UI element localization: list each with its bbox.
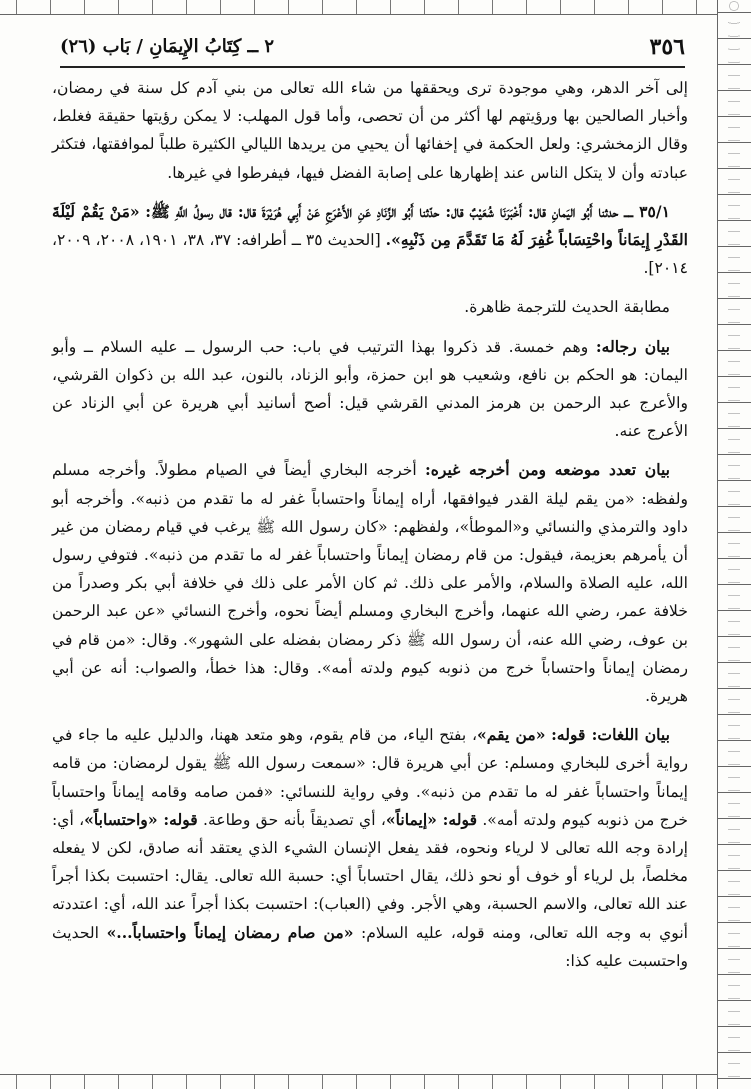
segment: «من يقم»	[476, 725, 546, 745]
section-heading: بيان اللغات: قوله:	[551, 725, 670, 745]
hadith-text: «مَنْ يَقُمْ لَيْلَةَ القَدْرِ إِيمَاناً واحْتِسَاباً غُفِرَ لَهُ مَا تَقَدَّمَ مِن ذَنْبِهِ».	[52, 201, 688, 250]
page-number: ٣٥٦	[649, 34, 685, 60]
segment: الحديث واحتسبت عليه كذا:	[52, 923, 688, 970]
paragraph-text: إلى آخر الدهر، وهي موجودة ترى ويحققها من شاء الله تعالى من بني آدم كل سنة في رمضان، وأخبار الصالحين بها ورؤيتهم لها أكثر من أن تحصى، وأما قول المهلب: لا يمكن رؤيتها حقيقة فغلط، وقال الزمخشري: ولعل الحكمة في إخفائها أن يحيي من يريدها الليالي الكثيرة طلباً لموافقتها، فتكثر عبادته وأن لا يتكل الناس عند إظهارها على إصابة الفضل فيها، فيفرطوا في غيرها.	[52, 79, 688, 182]
section-language	[52, 721, 688, 975]
section-heading: بيان رجاله:	[595, 336, 670, 356]
segment: «من صام رمضان إيماناً واحتساباً...»	[106, 922, 354, 942]
hadith-paragraph	[52, 198, 688, 283]
section-sources	[52, 456, 688, 710]
paragraph-commentary	[52, 74, 688, 187]
hadith-references: [الحديث ٣٥ ــ أطرافه: ٣٧، ٣٨، ١٩٠١، ٢٠٠٨، ٢٠٠٩، ٢٠١٤].	[52, 231, 688, 278]
decorative-border-right	[717, 0, 751, 1089]
running-title: ٢ ــ كِتَابُ الإِيمَانِ / بَاب (٢٦)	[60, 36, 275, 57]
decorative-border-top	[0, 0, 718, 15]
segment: ، أي تصديقاً بأنه حق وطاعة.	[197, 810, 386, 829]
paragraph-matching	[52, 293, 688, 321]
section-text: أخرجه البخاري أيضاً في الصيام مطولاً. وأخرجه مسلم ولفظه: «من يقم ليلة القدر فيوافقها، أراه إيماناً واحتساباً غفر له ما تقدم من ذنبه». وأخرجه أبو داود والترمذي والنسائي و«الموطأ»، ولفظهم: «كان رسول الله ﷺ يرغب في قيام رمضان من غير أن يأمرهم بعزيمة، فيقول: من قام رمضان إيماناً واحتساباً غفر له ما تقدم من ذنبه». فتوفي رسول الله، عليه الصلاة والسلام، والأمر على ذلك. ثم كان الأمر على ذلك في خلافة أبي بكر وصدراً من خلافة عمر، رضي الله عنهما، وأخرج البخاري ومسلم أيضاً نحوه، وأخرج النسائي «عن عبد الرحمن بن عوف، رضي الله عنه، أن رسول الله ﷺ ذكر رمضان بفضله على الشهور». وقال: «من قام في رمضان إيماناً واحتساباً خرج من ذنوبه كيوم ولدته أمه». وقال: هذا خطأ، والصواب: أنه عن أبي هريرة.	[52, 461, 688, 706]
segment: قوله: «إيماناً»	[385, 809, 478, 829]
segment: ، بفتح الياء، من قام يقوم، وهو متعد ههنا، والدليل عليه ما جاء في رواية أخرى للبخاري ومسلم: عن أبي هريرة قال: «سمعت رسول الله ﷺ يقول لرمضان: من قامه إيماناً واحتساباً غفر له ما تقدم من ذنبه». وفي رواية للنسائي: «فمن صامه وقامه إيماناً واحتساباً خرج من ذنوبه كيوم ولدته أمه».	[52, 726, 688, 829]
section-heading: بيان تعدد موضعه ومن أخرجه غيره:	[424, 460, 670, 480]
page-body	[52, 74, 688, 986]
decorative-border-bottom	[0, 1074, 718, 1089]
section-text: وهم خمسة. قد ذكروا بهذا الترتيب في باب: حب الرسول ــ عليه السلام ــ وأبو اليمان: هو الحكم بن نافع، وشعيب هو ابن حمزة، وأبو الزناد، بالنون، عبد الله بن ذكوان القرشي، والأعرج عبد الرحمن بن هرمز المدني القرشي قيل: أصح أسانيد أبي هريرة عن أبي الزناد عن الأعرج عنه.	[52, 337, 688, 441]
section-narrators	[52, 333, 688, 446]
segment: قوله: «واحتساباً»	[84, 809, 198, 829]
hadith-number: ٣٥/١ ــ	[623, 201, 670, 221]
page-header	[60, 30, 685, 68]
hadith-isnad: حدثنا أَبُو اليَمانِ قال: أَخْبَرَنَا شُعَيْبٌ قال: حدّثنا أَبُو الزِّنَادِ عَنِ الأَعْرَجِ عَنْ أَبِي هُرَيْرَةَ قال: قال رسولُ اللَّهِ ﷺ:	[145, 201, 619, 221]
paragraph-text: مطابقة الحديث للترجمة ظاهرة.	[464, 298, 670, 317]
segment: ، أي: إرادة وجه الله تعالى لا لرياء ونحوه، فقد يفعل الإنسان الشيء الذي يعتقد أنه صادق، لكن لا يفعله مخلصاً، بل لرياء أو خوف أو نحو ذلك، يقال احتساباً أي: حسبة الله تعالى. يقال: احتسبت بكذا أجراً عند الله تعالى، والاسم الحسبة، وهي الأجر. وفي (العباب): احتسبت بكذا أجراً عند الله، أي: اعتددته أنوي به وجه الله تعالى، ومنه قوله، عليه السلام:	[52, 810, 689, 942]
